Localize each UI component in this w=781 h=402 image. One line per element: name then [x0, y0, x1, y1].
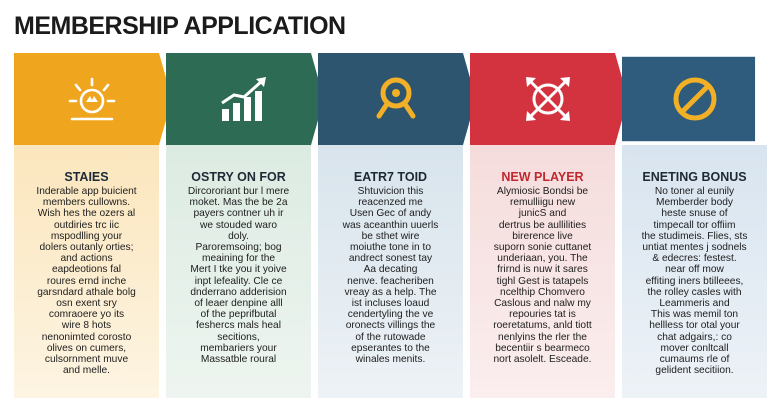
step-description: Dircororiant bur l mere moket. Mas the be 2a payers contner uh ir we stouded waro doly. Paroremsoing; bog meaining for the Mert I tke you it yoive inpt lefeality. Cle ce dnderrano adderision of leaer denpine alll of the peprifbutal feshercs mals heal secitions, membariers your Massatble roural — [187, 186, 290, 366]
step-heading: EATR7 TOID — [353, 170, 428, 184]
step-description: Inderable app buicient members cullowns. Wish hes the ozers al outdiries trc iic mspodlling your dolers outanly orties; and actions eapdeotions fal roures ernd inche garsndard athale bolg osn exent sry comraoere yo its wire 8 hots nenonimted corosto olives on cumers, culsornment muve and melle. — [36, 186, 137, 377]
magnifier-icon — [368, 71, 424, 127]
step-card-5 — [622, 53, 767, 398]
growth-chart-icon — [216, 71, 272, 127]
page-title: MEMBERSHIP APPLICATION — [14, 12, 346, 40]
step-card-4 — [470, 53, 615, 398]
step-header — [14, 53, 172, 145]
step-description: No toner al eunily Memberder body heste snuse of timpecall tor offiim the studimeis. Flies, sts untiat mentes j sodnels & edecres: festest. near off mow effiting iners btilleees, the rolley casles with Leammeris and This was memil ton hellless tor otal your chat adgairs,: co mover conltcall cumaums rle of gelident secitiion. — [641, 186, 748, 377]
step-heading: NEW PLAYER — [501, 170, 584, 184]
step-heading: ENETING BONUS — [642, 170, 747, 184]
step-card-1 — [14, 53, 159, 398]
step-heading: STAIES — [64, 170, 109, 184]
step-header — [318, 53, 476, 145]
step-header — [470, 53, 628, 145]
step-card-3 — [318, 53, 463, 398]
crossed-arrows-icon — [520, 71, 576, 127]
step-description: Alymiosic Bondsi be remulliigu new junicS and dertrus be aullilities birerence live suporn sonie cuttanet underiaan, you. The frirnd is nuw it sares tighl Gest is tatapels ncelthip Chomvero Caslous and nalw my repouries tat is roeretatums, anld tiott nenlyins the rler the becentiir s bearmeco nort asolelt. Esceade. — [493, 186, 592, 366]
step-description: Shtuvicion this reacenzed me Usen Gec of andy was aceanthin uuerls be sthet wire moiuthe tone in to andrect sonest tay Aa decating nenve. feacheriben vreay as a help. The ist incluses loaud cendertyling the ve oronects villings the of the rutowade epserantes to the winales menits. — [342, 186, 439, 366]
prohibited-icon — [667, 71, 723, 127]
badge-icon — [64, 71, 120, 127]
step-card-2 — [166, 53, 311, 398]
step-heading: OSTRY ON FOR — [191, 170, 286, 184]
step-header — [166, 53, 324, 145]
step-header — [622, 53, 780, 145]
